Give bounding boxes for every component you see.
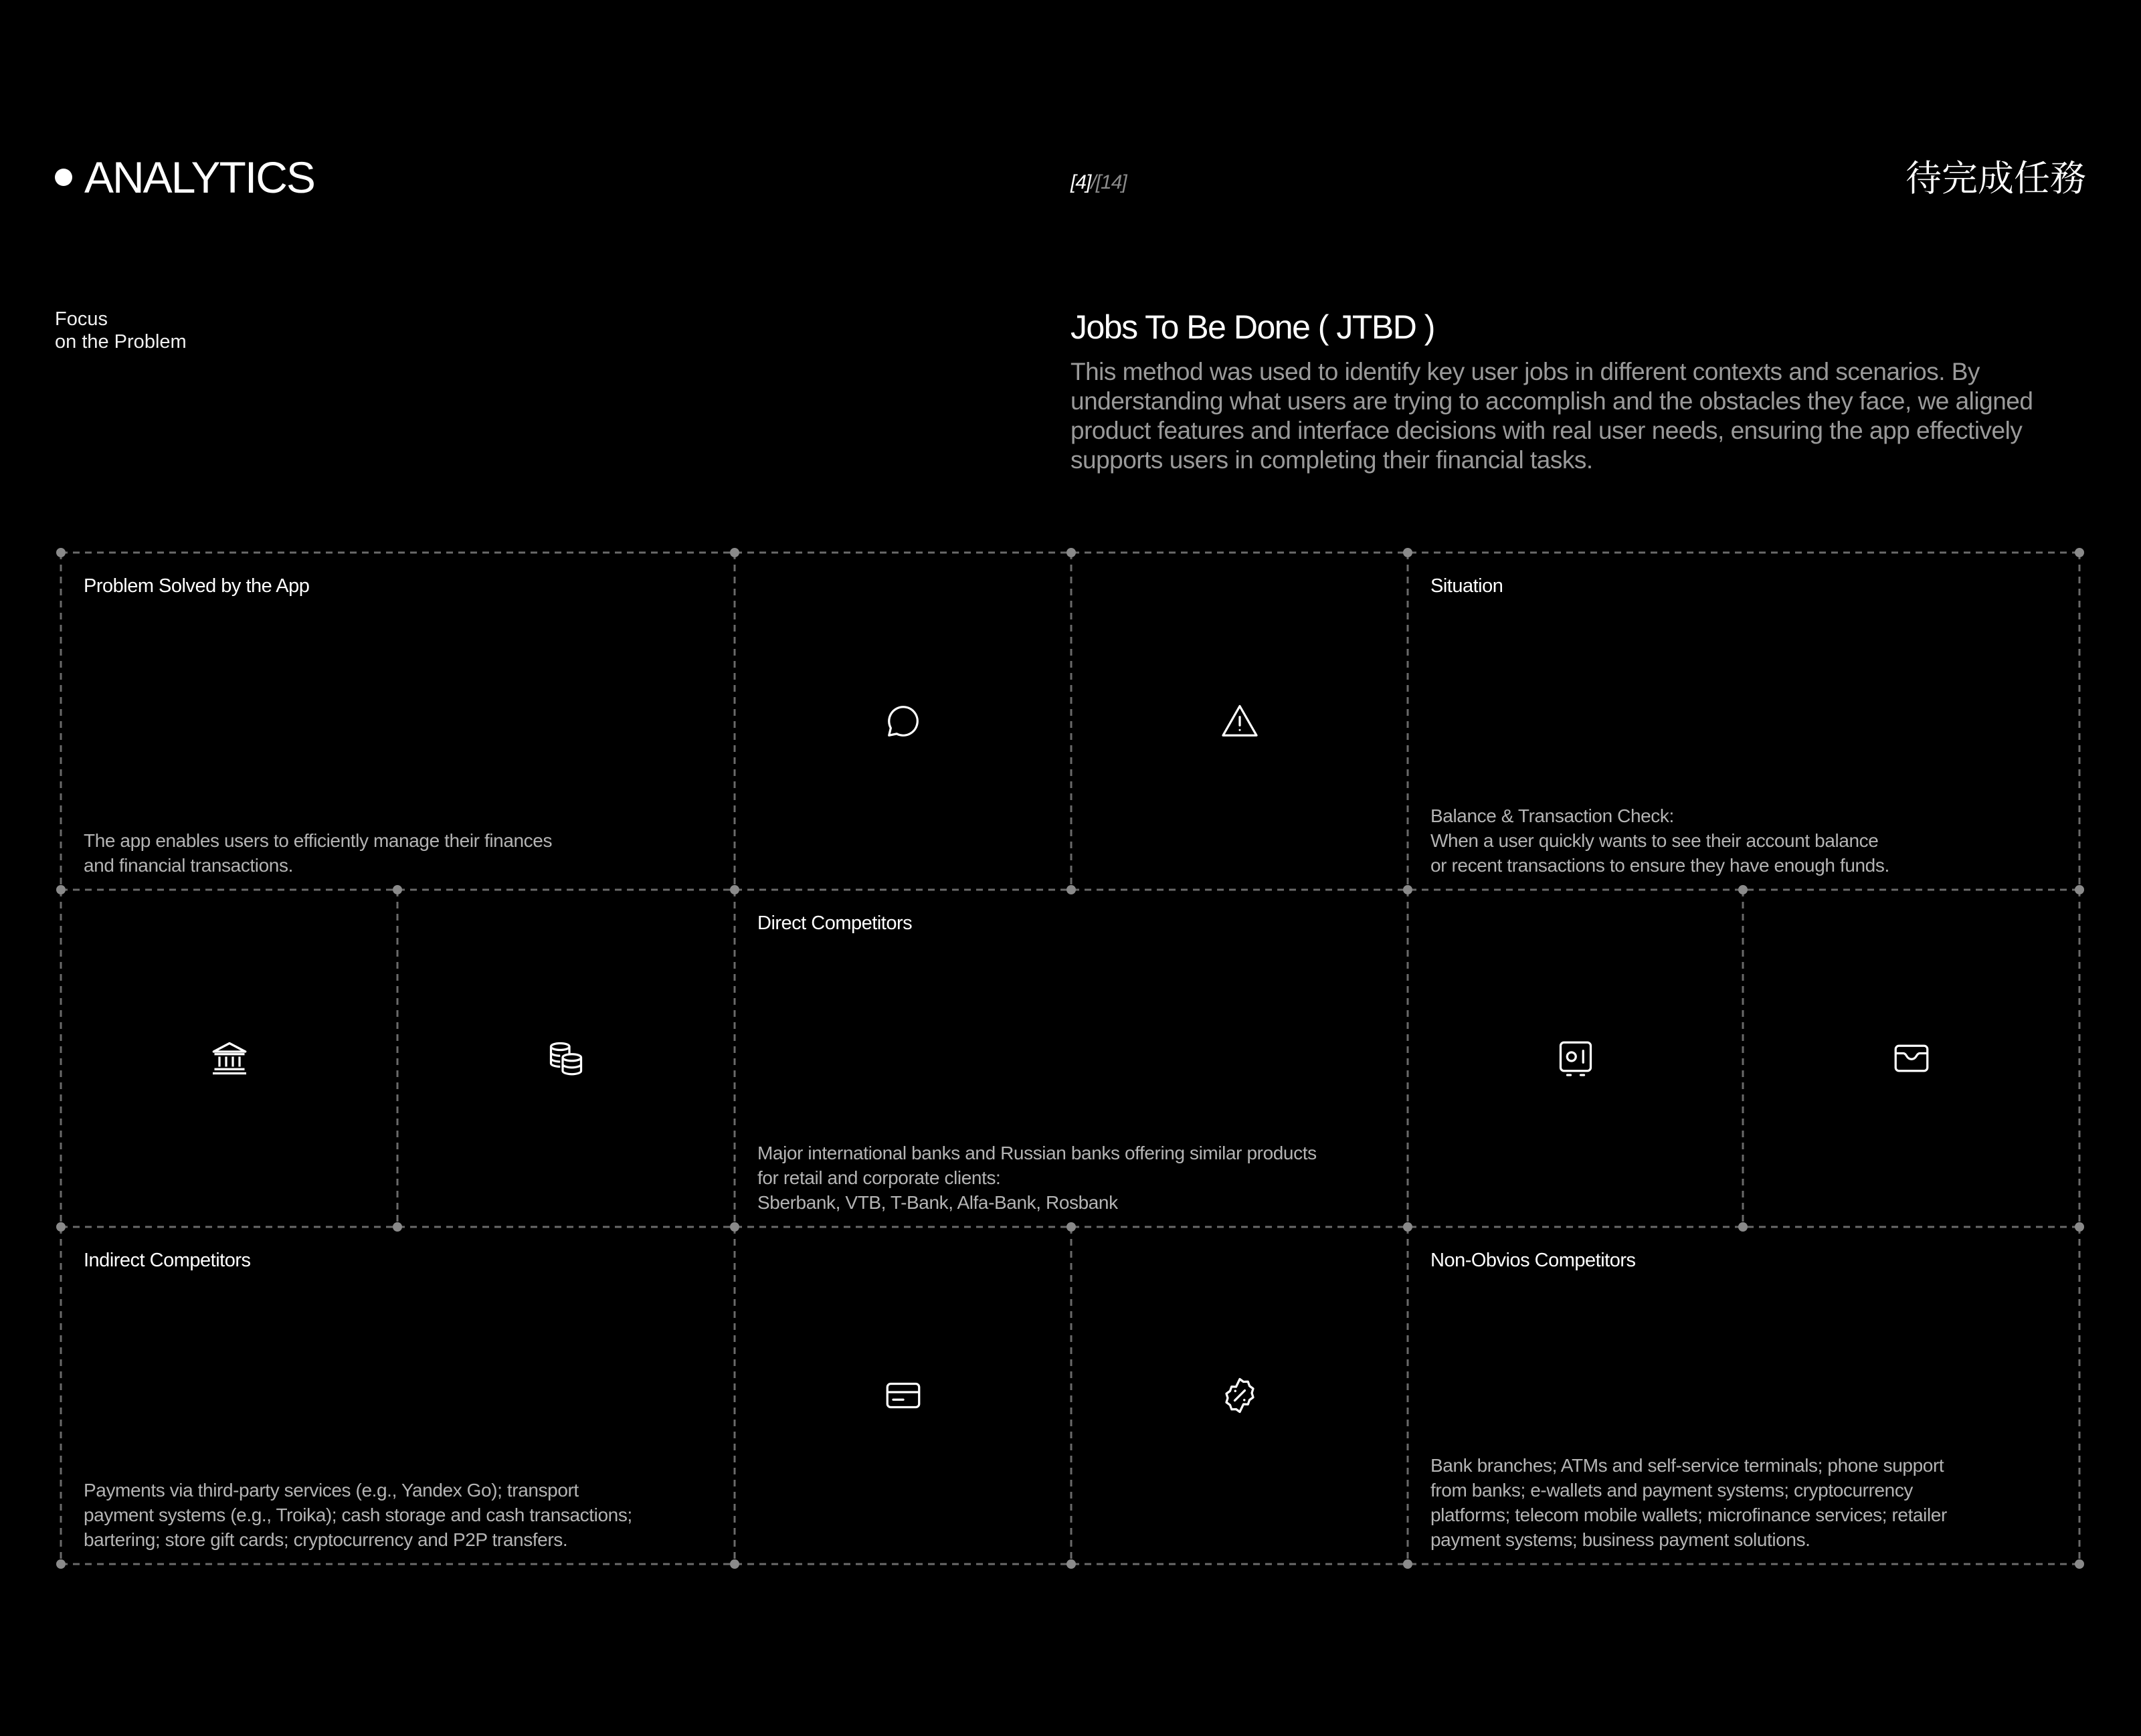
card-direct-competitors [735, 890, 1408, 1227]
card-problem [61, 553, 735, 890]
card-nonobvious-text: Bank branches; ATMs and self-service terminals; phone support from banks; e-wallets and payment systems; cryptocurrency platforms; telecom mobile wallets; microfinance services; retailer payment systems; business payment solutions. [1430, 1455, 1947, 1550]
wallet-icon [1891, 1038, 1932, 1078]
warning-triangle-icon [1220, 701, 1260, 741]
page-current: [4] [1070, 171, 1091, 193]
page-total: /[14] [1091, 171, 1127, 193]
card-situation [1408, 553, 2079, 890]
card-indirect-competitors [61, 1227, 735, 1564]
jtbd-title: Jobs To Be Done ( JTBD ) [1070, 308, 1434, 346]
card-situation-title: Situation [1430, 575, 1503, 597]
icon-cell-wallet [1743, 890, 2079, 1227]
card-problem-title: Problem Solved by the App [84, 575, 310, 597]
credit-card-icon [883, 1375, 923, 1416]
safe-icon [1556, 1038, 1596, 1078]
jtbd-description: This method was used to identify key user jobs in different contexts and scenarios. By understanding what users are trying to accomplish and the obstacles they face, we aligned product features and interface decisions with real user needs, ensuring the app effectively supports users in completing their financial tasks. [1070, 358, 2033, 474]
focus-label [55, 308, 187, 353]
chat-bubble-icon [883, 701, 923, 741]
card-direct-title: Direct Competitors [757, 912, 913, 934]
icon-cell-safe [1408, 890, 1743, 1227]
section-header [55, 153, 314, 202]
icon-cell-chat [735, 553, 1071, 890]
card-indirect-text: Payments via third-party services (e.g., Yandex Go); transport payment systems (e.g., Troika); cash storage and cash transactions; bartering; store gift cards; cryptocurrency and P2P transfers. [84, 1480, 632, 1550]
icon-cell-bank [61, 890, 397, 1227]
icon-cell-warning [1071, 553, 1408, 890]
icon-cell-coins [397, 890, 735, 1227]
icon-cell-card [735, 1227, 1071, 1564]
page-counter [1070, 171, 1127, 194]
icon-cell-discount [1071, 1227, 1408, 1564]
coins-stack-icon [546, 1038, 586, 1078]
focus-line-1: Focus [55, 308, 108, 330]
card-direct-text: Major international banks and Russian banks offering similar products for retail and corporate clients: Sberbank, VTB, T-Bank, Alfa-Bank, Rosbank [757, 1143, 1317, 1213]
card-problem-text: The app enables users to efficiently manage their finances and financial transactions. [84, 830, 553, 876]
discount-badge-icon [1220, 1375, 1260, 1416]
card-non-obvious-competitors [1408, 1227, 2079, 1564]
card-indirect-title: Indirect Competitors [84, 1250, 251, 1271]
bullet-dot-icon [55, 169, 72, 186]
card-nonobvious-title: Non-Obvios Competitors [1430, 1250, 1636, 1271]
cjk-title: 待完成任務 [1905, 157, 2086, 199]
bank-icon [209, 1038, 250, 1078]
section-title: ANALYTICS [84, 153, 314, 202]
focus-line-2: on the Problem [55, 331, 187, 353]
card-situation-text: Balance & Transaction Check: When a user quickly wants to see their account balance or recent transactions to ensure they have enough funds. [1430, 805, 1889, 876]
